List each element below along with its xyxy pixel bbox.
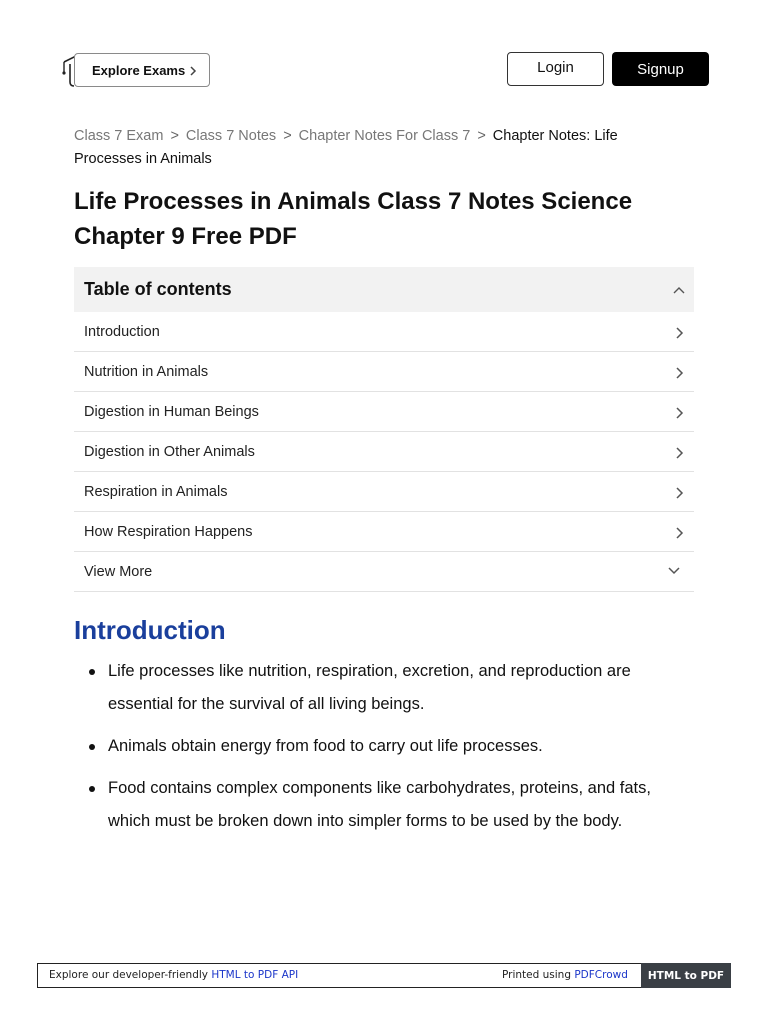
chevron-down-icon: [667, 566, 681, 576]
toc-view-more[interactable]: [74, 552, 694, 592]
explore-exams-label: Explore Exams: [92, 62, 186, 78]
toc-item-label: Nutrition in Animals: [84, 363, 209, 380]
toc-header[interactable]: [74, 267, 694, 312]
bullet-dot: [89, 744, 95, 750]
footer-mid: [502, 969, 628, 981]
bullet-dot: [89, 669, 95, 675]
explore-exams[interactable]: [62, 50, 212, 90]
pdfcrowd-footer: [37, 963, 731, 988]
chevron-right-icon: [674, 446, 684, 460]
toc-item-digestion-other[interactable]: [74, 432, 694, 472]
chevron-right-icon: [674, 406, 684, 420]
breadcrumb-link-class7-exam[interactable]: Class 7 Exam: [74, 128, 164, 144]
table-of-contents: [74, 267, 694, 592]
chevron-right-icon: [187, 65, 199, 77]
bullet-dot: [89, 786, 95, 792]
html-to-pdf-button[interactable]: HTML to PDF: [641, 963, 731, 988]
list-item: [74, 772, 674, 838]
breadcrumb-link-class7-notes[interactable]: Class 7 Notes: [185, 128, 277, 144]
toc-item-nutrition[interactable]: [74, 352, 694, 392]
toc-item-label: How Respiration Happens: [84, 523, 253, 540]
footer-api-link[interactable]: HTML to PDF API: [211, 969, 299, 981]
login-button[interactable]: Login: [507, 52, 604, 86]
chevron-right-icon: [674, 526, 684, 540]
breadcrumb-separator: >: [283, 128, 292, 144]
breadcrumb: [74, 125, 674, 171]
bullet-text: Life processes like nutrition, respiration, excretion, and reproduction are essential for the survival of all living beings.: [108, 662, 631, 713]
list-item: [74, 655, 674, 721]
footer-pdfcrowd-link[interactable]: PDFCrowd: [574, 969, 628, 981]
toc-item-introduction[interactable]: [74, 312, 694, 352]
toc-item-label: Respiration in Animals: [84, 483, 228, 500]
page-title: Life Processes in Animals Class 7 Notes Science Chapter 9 Free PDF: [74, 188, 633, 250]
toc-view-more-label: View More: [84, 563, 153, 580]
section-title-introduction: Introduction: [74, 615, 226, 645]
footer-left-text: Explore our developer-friendly: [49, 969, 209, 981]
bullet-text: Food contains complex components like carbohydrates, proteins, and fats, which must be broken down into simpler forms to be used by the body.: [108, 779, 651, 830]
toc-item-label: Digestion in Human Beings: [84, 403, 259, 420]
chevron-right-icon: [674, 366, 684, 380]
list-item: [74, 730, 674, 763]
bullet-text: Animals obtain energy from food to carry out life processes.: [108, 737, 543, 755]
toc-title: Table of contents: [84, 279, 232, 299]
toc-item-digestion-human[interactable]: [74, 392, 694, 432]
toc-item-how-respiration[interactable]: [74, 512, 694, 552]
breadcrumb-current: Chapter Notes: Life Processes in Animals: [74, 128, 618, 167]
toc-item-label: Digestion in Other Animals: [84, 443, 255, 460]
toc-item-label: Introduction: [84, 323, 160, 340]
footer-mid-text: Printed using: [502, 969, 571, 981]
breadcrumb-link-chapter-notes[interactable]: Chapter Notes For Class 7: [298, 128, 471, 144]
chevron-right-icon: [674, 486, 684, 500]
footer-left: [49, 969, 298, 981]
header: [0, 50, 768, 90]
breadcrumb-separator: >: [477, 128, 486, 144]
breadcrumb-separator: >: [170, 128, 179, 144]
explore-exams-button[interactable]: [74, 53, 210, 87]
signup-button[interactable]: Signup: [612, 52, 709, 86]
chevron-up-icon[interactable]: [672, 284, 686, 296]
chevron-right-icon: [674, 326, 684, 340]
introduction-bullets: [74, 655, 674, 847]
toc-item-respiration[interactable]: [74, 472, 694, 512]
